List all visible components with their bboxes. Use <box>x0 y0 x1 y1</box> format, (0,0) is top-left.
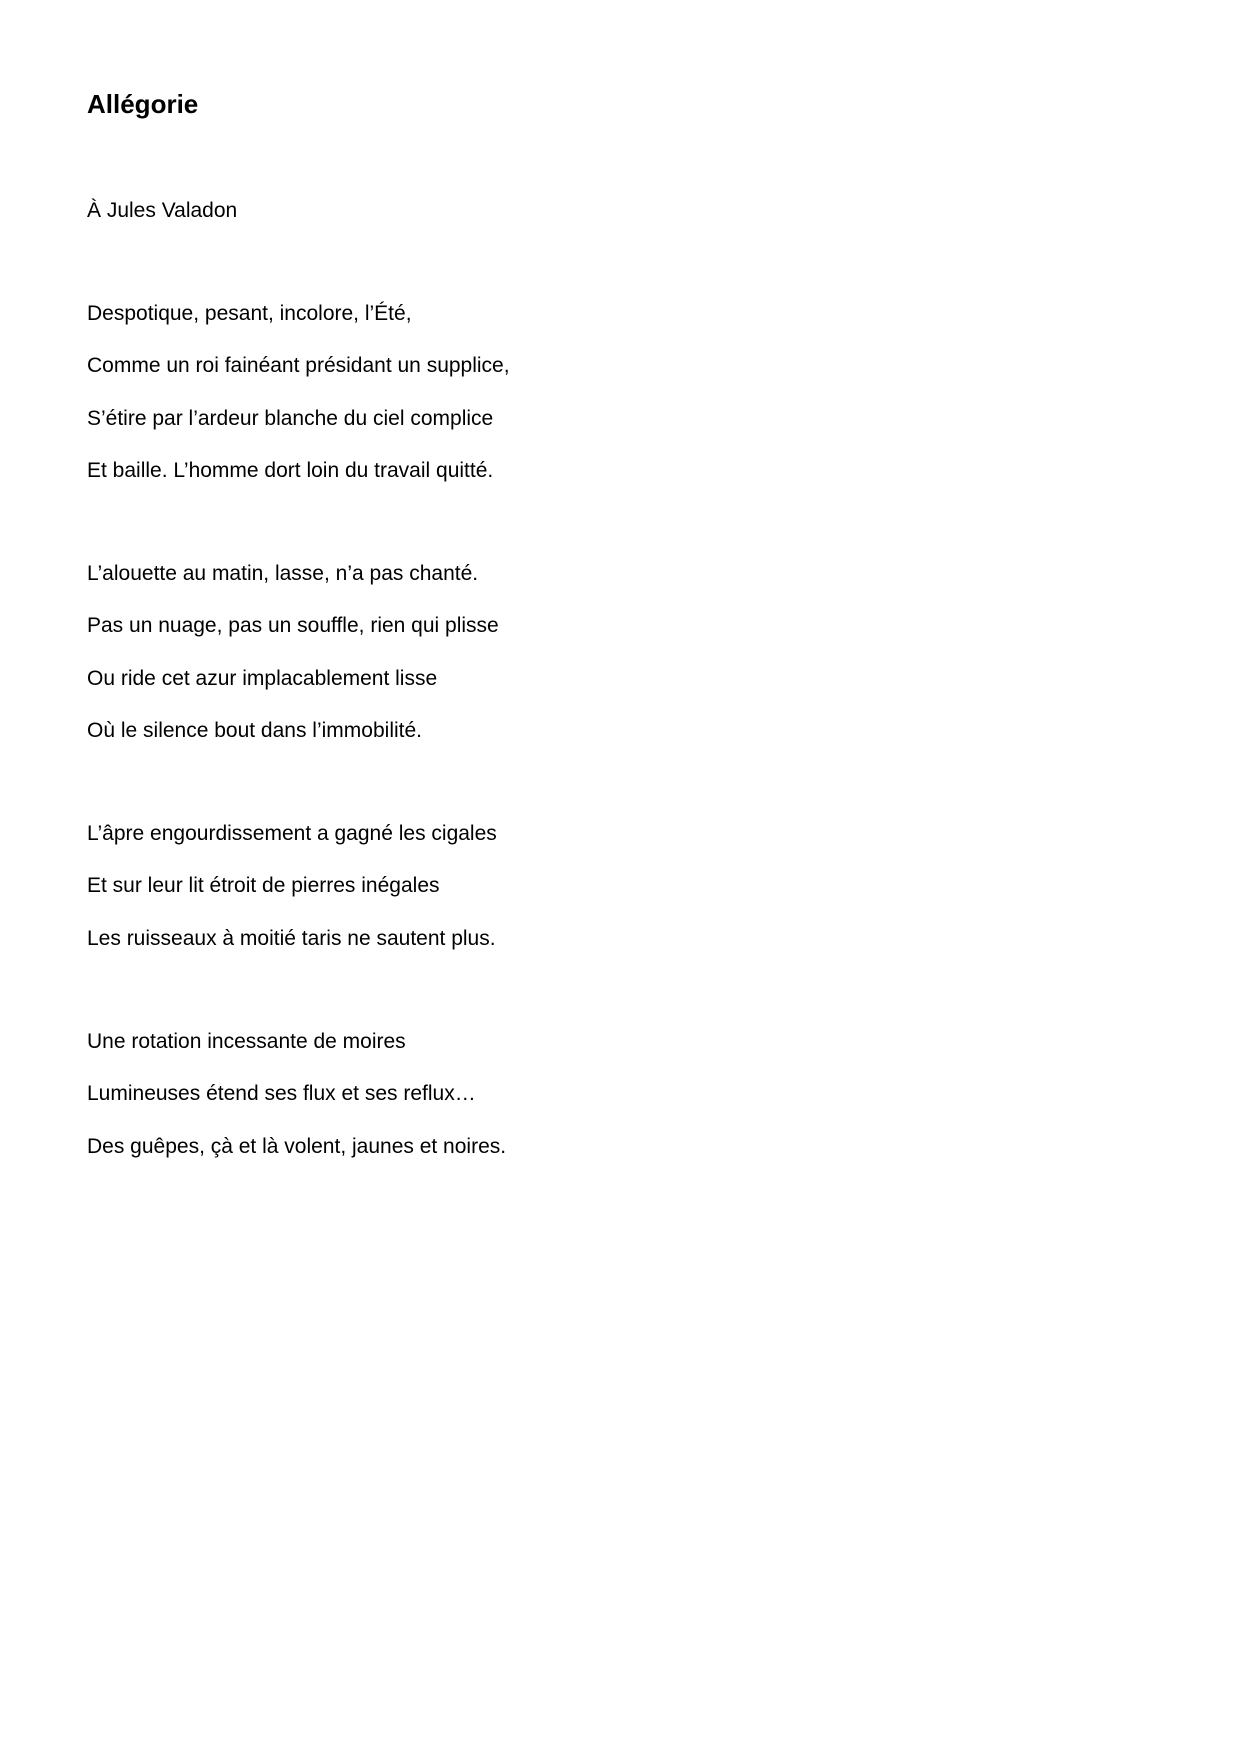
stanza-4 <box>87 1027 506 1184</box>
poem-line: L’alouette au matin, lasse, n’a pas chanté. <box>87 562 479 585</box>
stanza-3 <box>87 819 497 976</box>
poem-line: Comme un roi fainéant présidant un supplice, <box>87 354 510 378</box>
poem-line: L’âpre engourdissement a gagné les cigales <box>87 822 497 845</box>
poem-line: Des guêpes, çà et là volent, jaunes et noires. <box>87 1134 507 1158</box>
stanza-2 <box>87 559 499 768</box>
poem-line: Et sur leur lit étroit de pierres inégales <box>87 874 440 898</box>
stanza-1 <box>87 299 510 508</box>
poem-line: Ou ride cet azur implacablement lisse <box>87 666 438 690</box>
poem-line: S’étire par l’ardeur blanche du ciel complice <box>87 406 494 430</box>
poem-line: Lumineuses étend ses flux et ses reflux… <box>87 1082 476 1106</box>
poem-line: Et baille. L’homme dort loin du travail quitté. <box>87 458 494 482</box>
poem-line: Où le silence bout dans l’immobilité. <box>87 718 422 742</box>
poem-line: Une rotation incessante de moires <box>87 1030 406 1053</box>
poem-line: Les ruisseaux à moitié taris ne sautent plus. <box>87 926 496 950</box>
poem-line: Despotique, pesant, incolore, l’Été, <box>87 302 412 325</box>
poem-dedication: À Jules Valadon <box>87 199 238 222</box>
poem-line: Pas un nuage, pas un souffle, rien qui plisse <box>87 614 499 638</box>
poem-title: Allégorie <box>87 89 199 119</box>
